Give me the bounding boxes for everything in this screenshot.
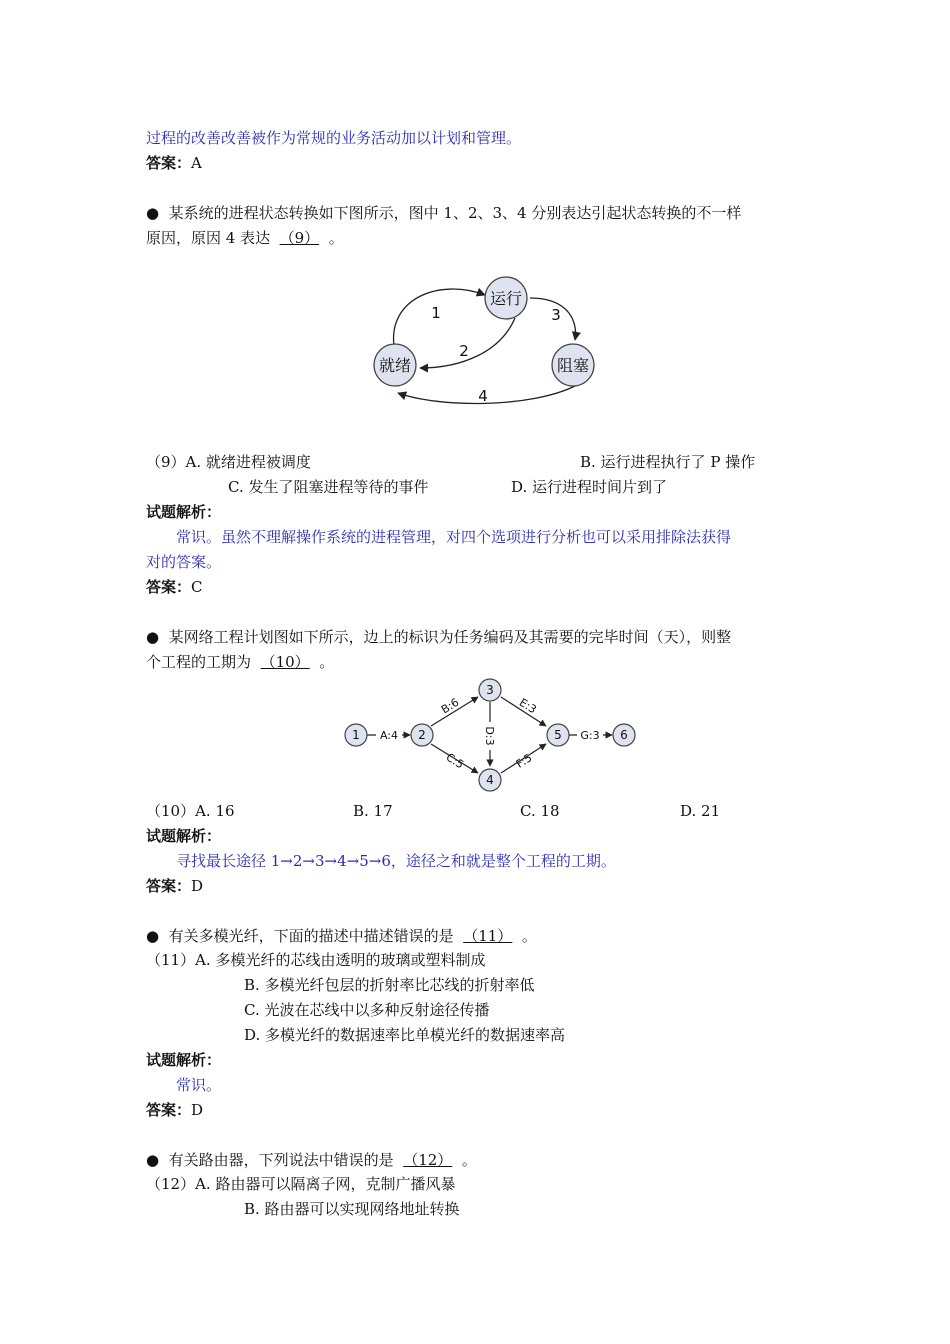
- q10-option-a: [146, 801, 235, 821]
- q11-option-a-text: A. 多模光纤的芯线由透明的玻璃或塑料制成: [195, 951, 486, 969]
- q10-analysis-label: 试题解析：: [146, 827, 222, 845]
- answer-q10: [146, 876, 203, 896]
- answer-label: 答案：: [146, 877, 192, 895]
- state-ready-label: 就绪: [378, 356, 412, 375]
- answer-value: D: [191, 1101, 204, 1119]
- edge-c-label: C:5: [443, 750, 467, 772]
- q10-stem-line1: [146, 627, 731, 647]
- q9-option-b: B. 运行进程执行了 P 操作: [580, 453, 756, 471]
- edge-b-label: B:6: [438, 695, 462, 717]
- node-1-label: 1: [352, 728, 360, 742]
- q10-option-c: C. 18: [520, 802, 560, 820]
- q9-text-line2: 原因，原因 4 表达: [146, 229, 271, 247]
- node-4-label: 4: [486, 773, 494, 787]
- network-plan-diagram: [340, 676, 640, 796]
- q11-option-b: B. 多模光纤包层的折射率比芯线的折射率低: [244, 976, 535, 994]
- answer-value: A: [191, 154, 202, 172]
- answer-value: D: [191, 877, 204, 895]
- q9-analysis-line2: 对的答案。: [146, 553, 222, 571]
- node-5-label: 5: [554, 728, 562, 742]
- q12-text-end: 。: [461, 1151, 477, 1169]
- q9-stem-line2: [146, 228, 344, 248]
- q11-text: 有关多模光纤，下面的描述中描述错误的是: [168, 927, 454, 945]
- q9-option-d: D. 运行进程时间片到了: [511, 478, 668, 496]
- q9-text-end: 。: [328, 229, 344, 247]
- bullet-icon: ●: [146, 927, 160, 945]
- edge-label-2: 2: [459, 342, 469, 360]
- q9-option-c: C. 发生了阻塞进程等待的事件: [228, 478, 429, 496]
- node-2-label: 2: [418, 728, 426, 742]
- bullet-icon: ●: [146, 1151, 160, 1169]
- q10-option-d: D. 21: [680, 802, 721, 820]
- answer-label: 答案：: [146, 154, 192, 172]
- q10-option-b: B. 17: [353, 802, 393, 820]
- bullet-icon: ●: [146, 204, 160, 222]
- answer-q11: [146, 1100, 203, 1120]
- q11-blank: （11）: [463, 927, 513, 945]
- q10-stem-line2: [146, 652, 334, 672]
- q11-analysis-label: 试题解析：: [146, 1051, 222, 1069]
- node-6-label: 6: [620, 728, 628, 742]
- edge-label-4: 4: [478, 387, 488, 405]
- edge-d-label: D:3: [483, 726, 496, 746]
- q11-prefix: （11）: [146, 951, 196, 969]
- edge-label-3: 3: [551, 306, 561, 324]
- edge-label-1: 1: [431, 304, 441, 322]
- q10-text-line2: 个工程的工期为: [146, 653, 252, 671]
- q11-option-d: D. 多模光纤的数据速率比单模光纤的数据速率高: [244, 1026, 566, 1044]
- edge-g-label: G:3: [580, 729, 600, 742]
- edge-f-label: F:5: [513, 751, 535, 771]
- q10-text-line1: 某网络工程计划图如下所示，边上的标识为任务编码及其需要的完毕时间（天），则整: [168, 628, 732, 646]
- edge-e-label: E:3: [516, 695, 539, 717]
- q9-stem-line1: [146, 203, 741, 223]
- q12-prefix: （12）: [146, 1175, 196, 1193]
- answer-q8: [146, 153, 202, 173]
- q11-stem: [146, 926, 537, 946]
- q10-option-a-text: A. 16: [195, 802, 235, 820]
- q12-option-a-text: A. 路由器可以隔离子网，克制广播风暴: [195, 1175, 456, 1193]
- edge-a-label: A:4: [379, 729, 399, 742]
- q10-prefix: （10）: [146, 802, 196, 820]
- q11-analysis-text: 常识。: [176, 1076, 222, 1094]
- bullet-icon: ●: [146, 628, 160, 646]
- q10-text-end: 。: [319, 653, 335, 671]
- answer-value: C: [191, 578, 203, 596]
- q12-stem: [146, 1150, 477, 1170]
- q11-option-a: [146, 950, 485, 970]
- state-blocked-label: 阻塞: [556, 356, 590, 375]
- q9-blank: （9）: [279, 229, 320, 247]
- state-running-label: 运行: [489, 289, 523, 308]
- q9-analysis-line1: 常识。虽然不理解操作系统的进程管理，对四个选项进行分析也可以采用排除法获得: [176, 528, 732, 546]
- answer-q9: [146, 577, 203, 597]
- q9-text-line1: 某系统的进程状态转换如下图所示，图中 1、2、3、4 分别表达引起状态转换的不一样: [168, 204, 742, 222]
- q10-analysis-text: 寻找最长途径 1→2→3→4→5→6，途径之和就是整个工程的工期。: [176, 852, 616, 870]
- q11-text-end: 。: [521, 927, 537, 945]
- q9-option-a-text: A. 就绪进程被调度: [185, 453, 311, 471]
- q9-option-a: [146, 452, 311, 472]
- process-state-diagram: [360, 268, 610, 418]
- q12-text: 有关路由器，下列说法中错误的是: [168, 1151, 394, 1169]
- q12-blank: （12）: [403, 1151, 453, 1169]
- node-3-label: 3: [486, 683, 494, 697]
- answer-label: 答案：: [146, 1101, 192, 1119]
- q9-prefix: （9）: [146, 453, 186, 471]
- intro-line: 过程的改善改善被作为常规的业务活动加以计划和管理。: [146, 129, 522, 147]
- q9-analysis-label: 试题解析：: [146, 503, 222, 521]
- answer-label: 答案：: [146, 578, 192, 596]
- q10-blank: （10）: [260, 653, 310, 671]
- q12-option-b: B. 路由器可以实现网络地址转换: [244, 1200, 460, 1218]
- q11-option-c: C. 光波在芯线中以多种反射途径传播: [244, 1001, 490, 1019]
- q12-option-a: [146, 1174, 455, 1194]
